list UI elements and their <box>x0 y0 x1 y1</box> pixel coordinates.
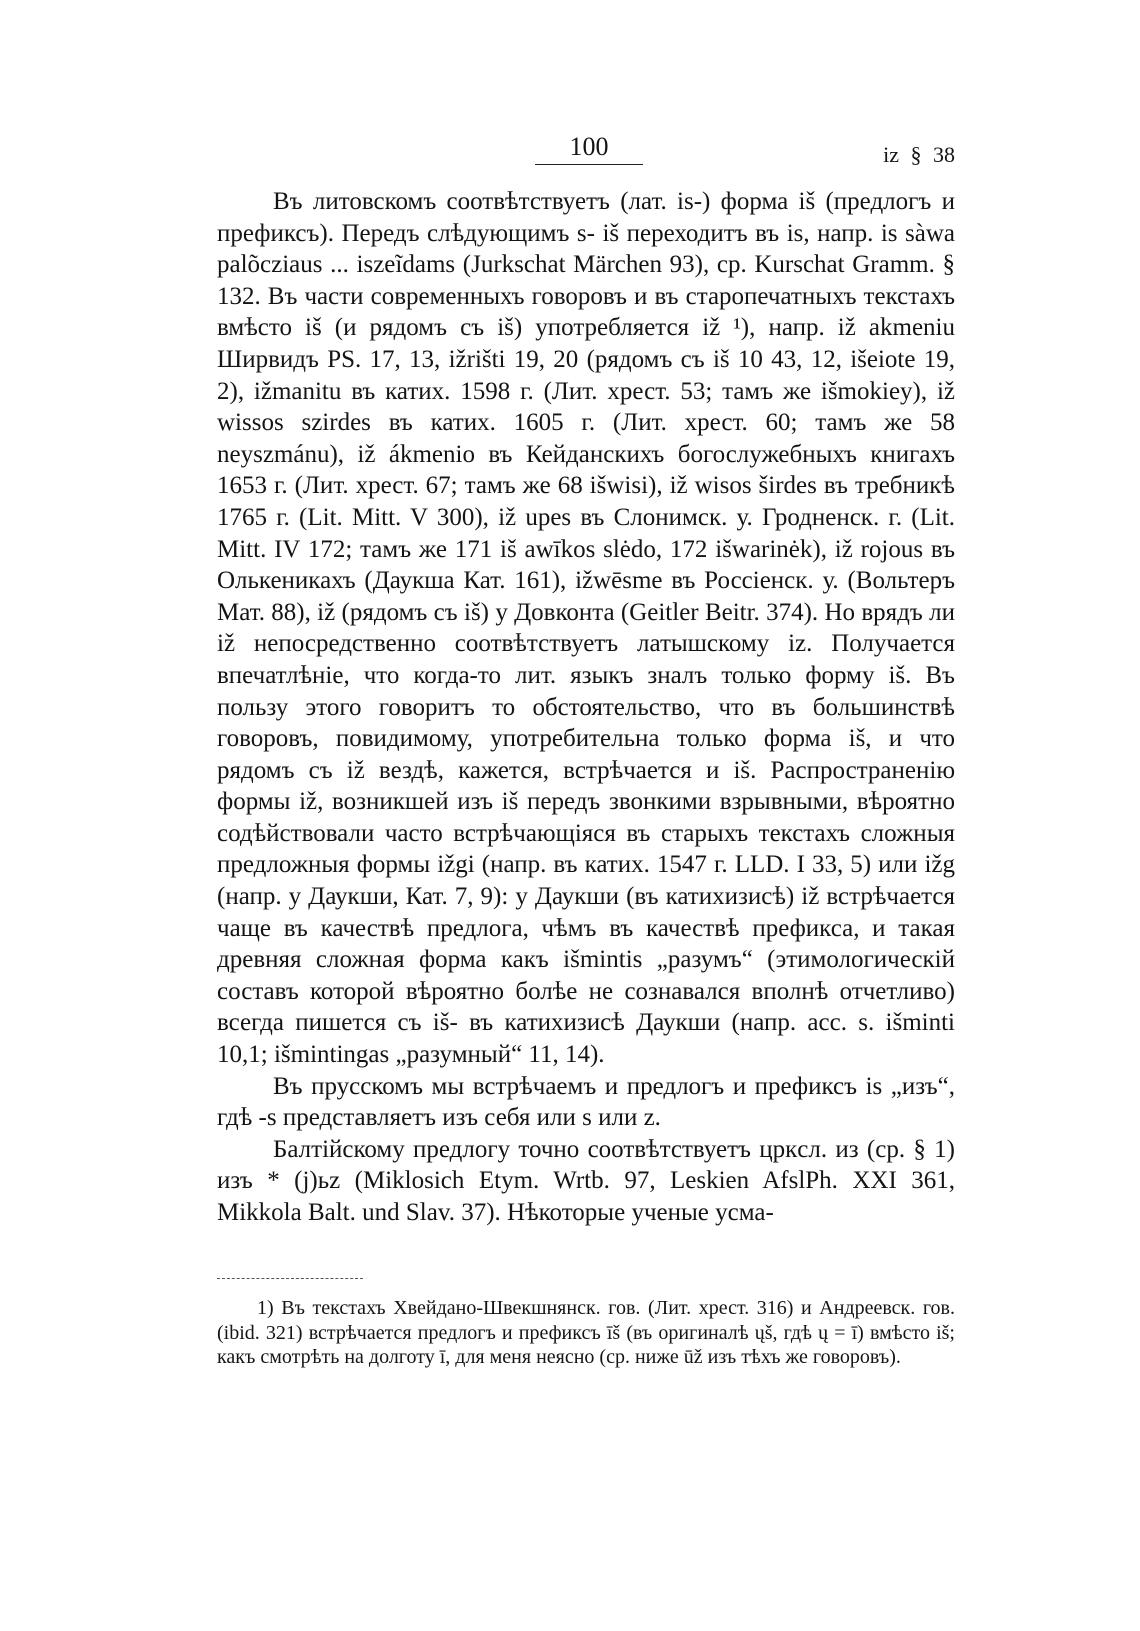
footnotes <box>217 1296 955 1370</box>
paragraph-slavic: Балтiйскому предлогу точно соотвѣтствуетъ цркcл. из (ср. § 1) изъ * (j)ьz (Miklosich Etym. Wrtb. 97, Leskien AfslPh. XXI 361, Mikkola Balt. und Slav. 37). Нѣкоторые ученые усма- <box>217 1135 955 1226</box>
page-header <box>217 130 955 170</box>
paragraph-lithuanian: Въ литовскомъ соотвѣтствуетъ (лат. is-) форма iš (предлогъ и префиксъ). Передъ слѣдующимъ s- iš переходитъ въ is, напр. is sàwa palõcziaus ... iszeĩdams (Jurkschat Märchen 93), ср. Kurschat Gramm. § 132. Въ части современныхъ говоровъ и въ старопечатныхъ текстахъ вмѣсто iš (и рядомъ съ iš) употребляется iž ¹), напр. iž akmeniu Ширвидъ PS. 17, 13, ižrišti 19, 20 (рядомъ съ iš 10 43, 12, išeiote 19, 2), ižmanitu въ катих. 1598 г. (Лит. хрест. 53; тамъ же išmokiey), iž wissos szirdes въ катих. 1605 г. (Лит. хрест. 60; тамъ же 58 neyszmánu), iž ákmenio въ Кейданскихъ богослужебныхъ книгахъ 1653 г. (Лит. хрест. 67; тамъ же 68 išwisi), iž wisos širdes въ требникѣ 1765 г. (Lit. Mitt. V 300), iž upes въ Слонимск. у. Гродненск. г. (Lit. Mitt. IV 172; тамъ же 171 iš awīkos slėdo, 172 išwarinėk), iž rojous въ Олькеникахъ (Даукша Кат. 161), ižwēsme въ Россiенск. у. (Вольтеръ Мат. 88), iž (рядомъ съ iš) у Довконта (Geitler Beitr. 374). Но врядъ ли iž непосредственно соотвѣтствуетъ латышскому iz. Получается впечатлѣнie, что когда-то лит. языкъ зналъ только форму iš. Въ пользу этого говоритъ то обстоятельство, что въ большинствѣ говоровъ, повидимому, употребительна только форма iš, и что рядомъ съ iž вездѣ, кажется, встрѣчается и iš. Распространенiю формы iž, возникшей изъ iš передъ звонкими взрывными, вѣроятно содѣйствовали часто встрѣчающiяся въ старыхъ текстахъ сложныя предложныя формы ižgi (напр. въ катих. 1547 г. LLD. I 33, 5) или ižg (напр. у Даукши, Кат. 7, 9): у Даукши (въ катихизисѣ) iž встрѣчается чаще въ качествѣ предлога, чѣмъ въ качествѣ префикса, и такая древняя сложная форма какъ išmintis „разумъ“ (этимологическiй составъ которой вѣроятно болѣе не сознавался вполнѣ отчетливо) всегда пишется съ iš- въ катихизисѣ Даукши (напр. acc. s. išminti 10,1; išmintingas „разумный“ 11, 14). <box>217 188 955 1069</box>
page-number-rule <box>535 164 643 165</box>
footnote-1: 1) Въ текстахъ Хвейдано-Швекшнянск. гов. (Лит. хрест. 316) и Андреевск. гов. (ibid. 321) встрѣчается предлогъ и префиксъ īš (въ оригиналѣ ųš, гдѣ ų = ī) вмѣсто iš; какъ смотрѣть на долготу ī, для меня неясно (ср. ниже ūž изъ тѣхъ же говоровъ). <box>217 1297 955 1369</box>
page-number: 100 <box>569 132 609 161</box>
footnote-separator <box>217 1278 363 1279</box>
running-section-reference: iz § 38 <box>883 142 955 167</box>
paragraph-prussian: Въ прусскомъ мы встрѣчаемъ и предлогъ и префиксъ is „изъ“, гдѣ -s представляетъ изъ себя или s или z. <box>217 1072 955 1132</box>
main-text <box>217 186 955 1229</box>
